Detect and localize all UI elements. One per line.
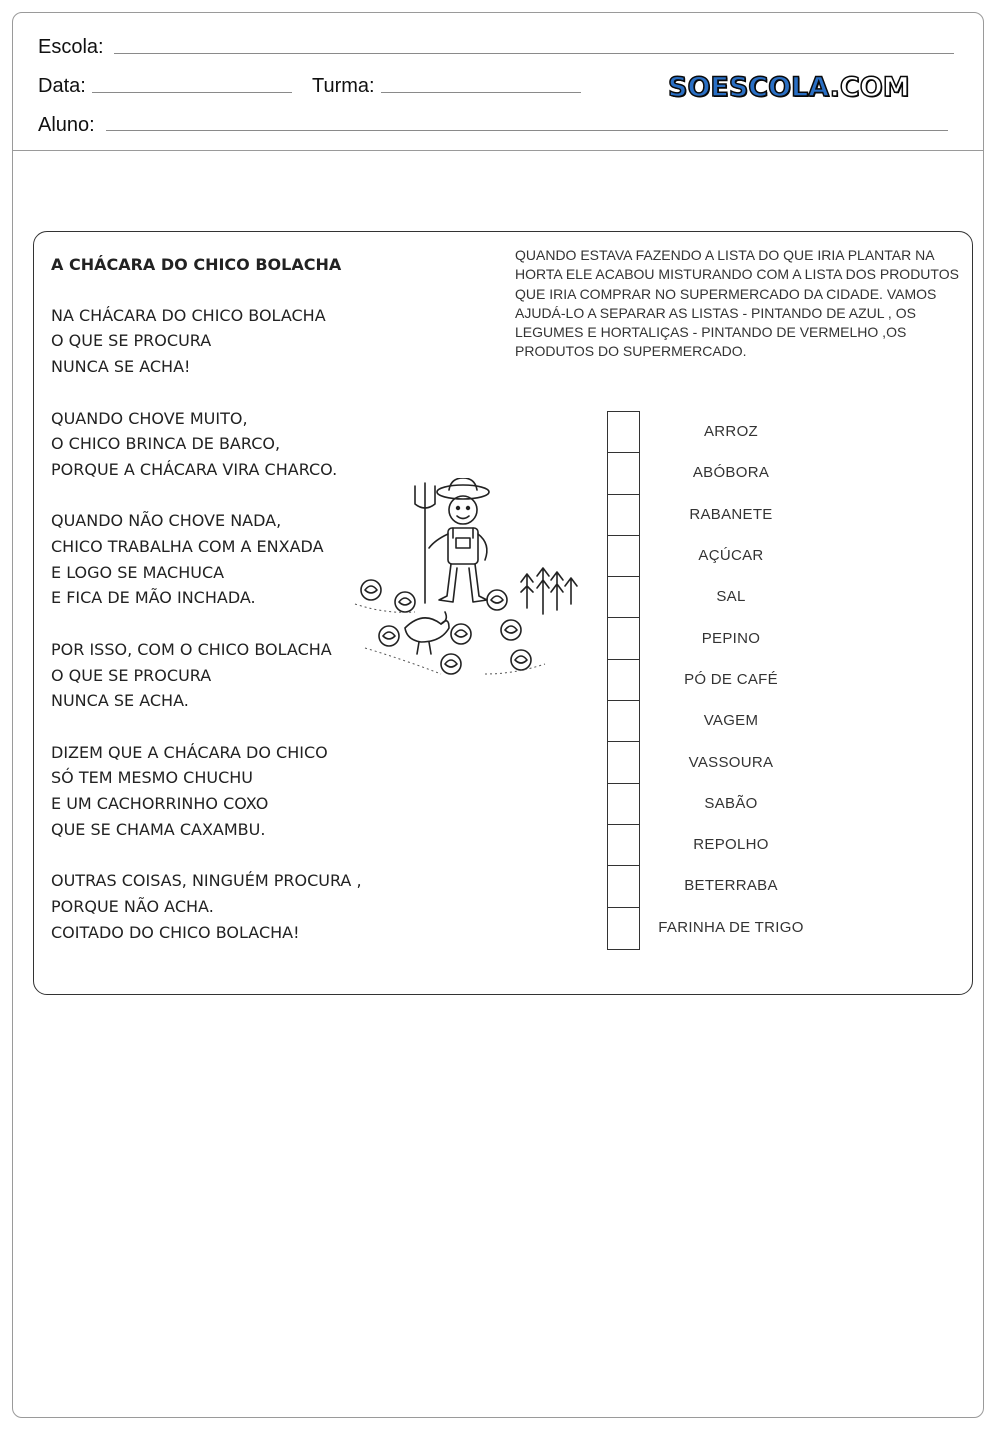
poem-line: E UM CACHORRINHO COXO bbox=[51, 794, 269, 813]
poem-line: E LOGO SE MACHUCA bbox=[51, 562, 225, 582]
poem-line: OUTRAS COISAS, NINGUÉM PROCURA , bbox=[51, 871, 362, 891]
poem-line: QUANDO CHOVE MUITO, bbox=[51, 408, 248, 428]
item-label: AÇÚCAR bbox=[698, 547, 764, 565]
color-box[interactable] bbox=[608, 495, 639, 536]
item-label: PÓ DE CAFÉ bbox=[684, 670, 778, 688]
item-label: REPOLHO bbox=[693, 836, 769, 854]
color-box[interactable] bbox=[608, 825, 639, 866]
color-box[interactable] bbox=[608, 453, 639, 494]
item-list bbox=[650, 411, 812, 948]
color-box[interactable] bbox=[608, 577, 639, 618]
poem-line: E FICA DE MÃO INCHADA. bbox=[51, 588, 256, 608]
class-label: Turma: bbox=[312, 75, 375, 97]
student-field[interactable] bbox=[106, 130, 948, 131]
class-field[interactable] bbox=[381, 92, 581, 93]
poem-stanza bbox=[51, 868, 411, 945]
item-label: RABANETE bbox=[689, 505, 773, 523]
color-box[interactable] bbox=[608, 784, 639, 825]
answer-grid bbox=[607, 411, 640, 950]
item-label: PEPINO bbox=[701, 629, 761, 647]
color-box[interactable] bbox=[608, 866, 639, 907]
poem-stanza bbox=[51, 740, 411, 843]
poem-line: SÓ TEM MESMO CHUCHU bbox=[51, 768, 253, 788]
color-box[interactable] bbox=[608, 618, 639, 659]
color-box[interactable] bbox=[608, 742, 639, 783]
poem-line: PORQUE NÃO ACHA. bbox=[51, 896, 214, 916]
color-box[interactable] bbox=[608, 908, 639, 949]
logo-main: SOESCOLA bbox=[668, 72, 830, 103]
poem-stanza bbox=[51, 406, 411, 483]
poem-line: QUE SE CHAMA CAXAMBU. bbox=[51, 819, 266, 839]
color-box[interactable] bbox=[608, 536, 639, 577]
poem-line: PORQUE A CHÁCARA VIRA CHARCO. bbox=[51, 459, 338, 479]
item-label: FARINHA DE TRIGO bbox=[658, 918, 804, 936]
color-box[interactable] bbox=[608, 660, 639, 701]
item-label: ARROZ bbox=[704, 423, 758, 441]
date-label: Data: bbox=[38, 75, 86, 97]
poem-line: QUANDO NÃO CHOVE NADA, bbox=[51, 511, 282, 531]
school-field[interactable] bbox=[114, 53, 954, 54]
poem-line: O QUE SE PROCURA bbox=[51, 665, 212, 685]
item-label: VASSOURA bbox=[688, 753, 774, 771]
item-label: VAGEM bbox=[703, 712, 759, 730]
instructions: QUANDO ESTAVA FAZENDO A LISTA DO QUE IRIA PLANTAR NA HORTA ELE ACABOU MISTURANDO COM A LISTA DOS PRODUTOS QUE IRIA COMPRAR NO SUPERMERCADO DA CIDADE. VAMOS AJUDÁ-LO A SEPARAR AS LISTAS - PINTANDO DE AZUL , OS LEGUMES E HORTALIÇAS - PINTANDO DE VERMELHO ,OS PRODUTOS DO SUPERMERCADO. bbox=[515, 247, 959, 360]
poem-line: COITADO DO CHICO BOLACHA! bbox=[51, 922, 300, 942]
poem-line: NUNCA SE ACHA. bbox=[51, 691, 189, 711]
poem-title: A CHÁCARA DO CHICO BOLACHA bbox=[51, 255, 342, 274]
item-label: ABÓBORA bbox=[692, 464, 770, 482]
poem-line: NA CHÁCARA DO CHICO BOLACHA bbox=[51, 305, 326, 325]
poem-stanza bbox=[51, 303, 411, 380]
color-box[interactable] bbox=[608, 701, 639, 742]
item-label: SABÃO bbox=[704, 794, 758, 812]
item-label: BETERRABA bbox=[684, 877, 778, 895]
site-logo bbox=[668, 72, 910, 103]
farmer-illustration bbox=[345, 478, 585, 688]
poem-line: DIZEM QUE A CHÁCARA DO CHICO bbox=[51, 742, 328, 762]
item-label: SAL bbox=[716, 588, 746, 606]
poem-line: CHICO TRABALHA COM A ENXADA bbox=[51, 537, 324, 556]
color-box[interactable] bbox=[608, 412, 639, 453]
poem-line: O CHICO BRINCA DE BARCO, bbox=[51, 434, 281, 454]
poem-line: POR ISSO, COM O CHICO BOLACHA bbox=[51, 639, 332, 659]
poem-line: NUNCA SE ACHA! bbox=[51, 357, 191, 377]
logo-com: .COM bbox=[829, 72, 910, 103]
poem-line: O QUE SE PROCURA bbox=[51, 331, 212, 351]
date-field[interactable] bbox=[92, 92, 292, 93]
school-label: Escola: bbox=[38, 36, 104, 58]
header-divider bbox=[12, 150, 984, 151]
student-label: Aluno: bbox=[38, 114, 95, 136]
